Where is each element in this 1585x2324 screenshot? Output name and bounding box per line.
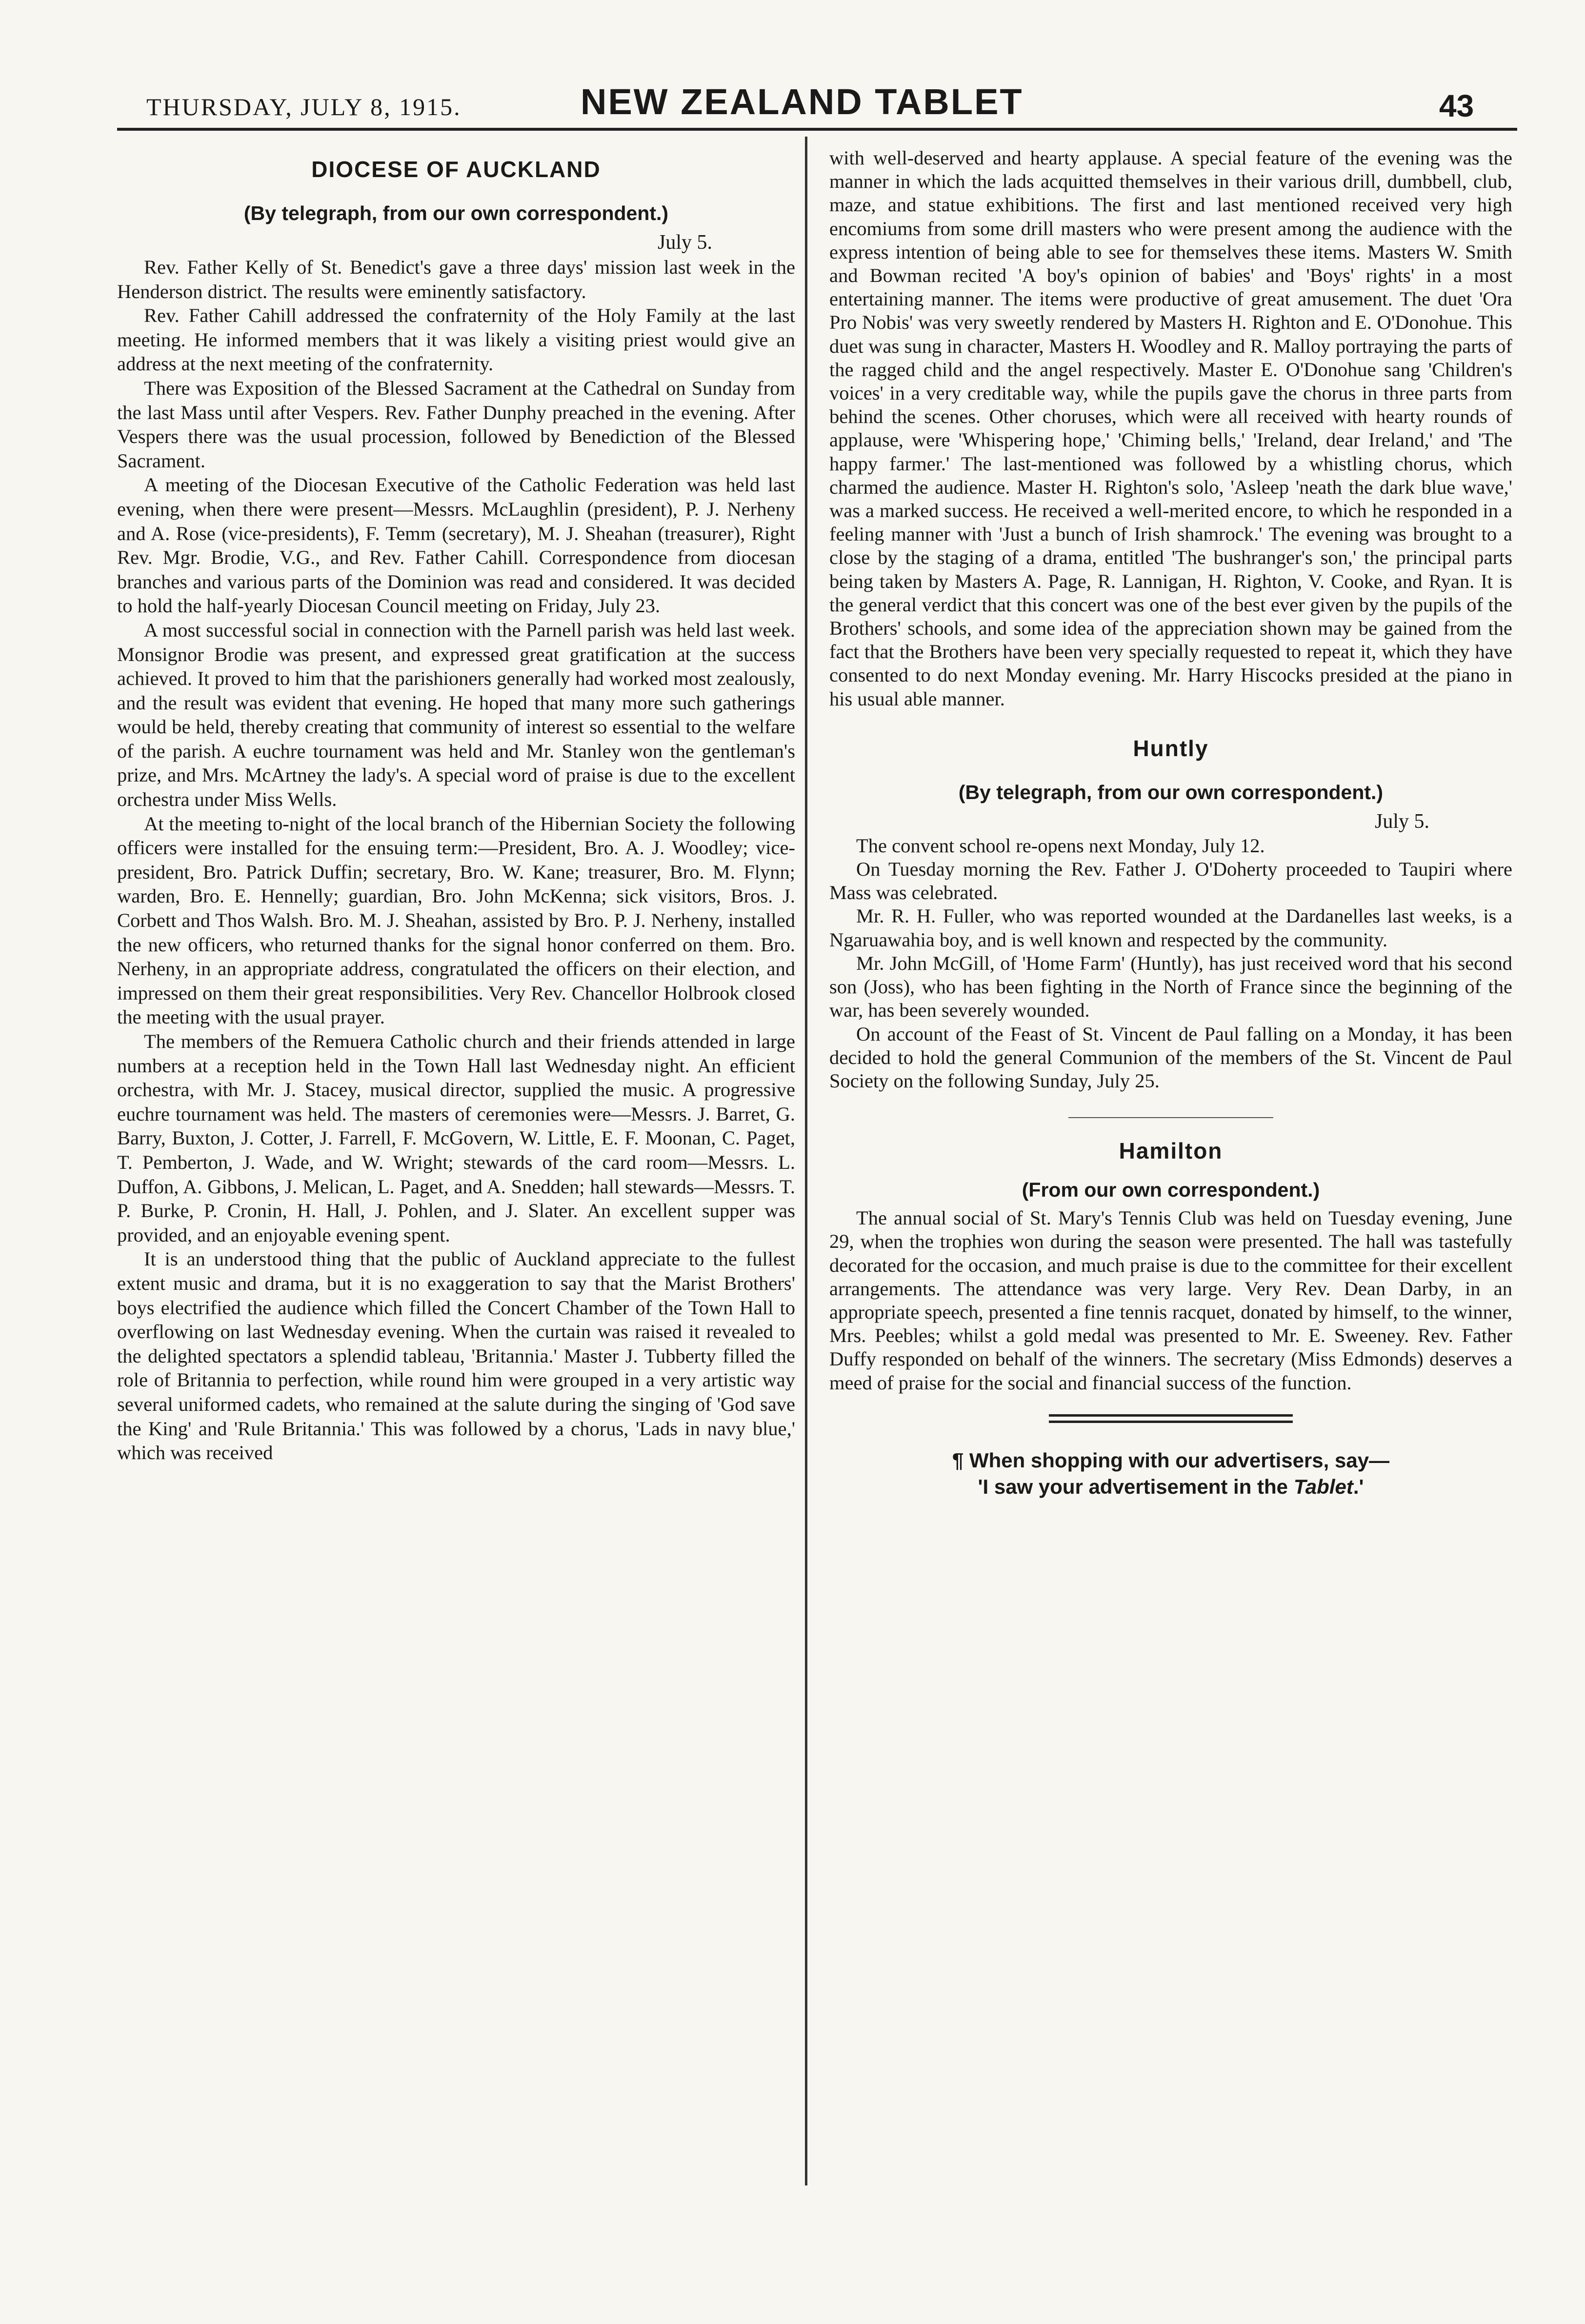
auckland-paragraph: There was Exposition of the Blessed Sacrament at the Cathedral on Sunday from the last Mass until after Vespers. Rev. Father Dunphy preached in the evening. After Vespers there was the usual procession, followed by Benediction of the Blessed Sacrament. [117,377,795,472]
auckland-continuation: with well-deserved and hearty applause. A special feature of the evening was the manner in which the lads acquitted themselves in their various drill, dumbbell, club, maze, and statue exhibitions. The first and last mentioned received very high encomiums from some drill masters who were present among the audience with the express intention of being able to see for themselves these items. Masters W. Smith and Bowman recited 'A boy's opinion of babies' and 'Boys' rights' in a most entertaining manner. The items were productive of great amusement. The duet 'Ora Pro Nobis' was very sweetly rendered by Masters H. Righton and E. O'Donohue. This duet was sung in character, Masters H. Woodley and R. Malloy portraying the parts of the ragged child and the angel respectively. Master E. O'Donohue sang 'Children's voices' in a very creditable way, while the pupils gave the chorus in three parts from behind the scenes. Other choruses, which were all received with hearty rounds of applause, were 'Whispering hope,' 'Chiming bells,' 'Ireland, dear Ireland,' and 'The happy farmer.' The last-mentioned was followed by a whistling chorus, which charmed the audience. Master H. Righton's solo, 'Asleep 'neath the dark blue wave,' was a marked success. He received a well-merited encore, to which he responded in a feeling manner with 'Just a bunch of Irish shamrock.' The evening was brought to a close by the staging of a drama, entitled 'The bushranger's son,' the principal parts being taken by Masters A. Page, R. Lannigan, H. Righton, V. Cooke, and Ryan. It is the general verdict that this concert was one of the best ever given by the pupils of the Brothers' schools, and some idea of the appreciation shown may be gained from the fact that the Brothers have been very specially requested to repeat it, which they have consented to do next Monday evening. Mr. Harry Hiscocks presided at the piano in his usual able manner. [829,147,1512,710]
auckland-headline: DIOCESE OF AUCKLAND [311,157,601,182]
auckland-paragraph: Rev. Father Cahill addressed the confraternity of the Holy Family at the last meeting. He informed members that it was likely a visiting priest would give an address at the next meeting of the confraternity. [117,304,795,375]
header-rule [117,128,1517,131]
masthead-title: NEW ZEALAND TABLET [581,81,1023,122]
right-column [829,146,1512,1500]
auckland-paragraph: At the meeting to-night of the local branch of the Hibernian Society the following officers were installed for the ensuing term:—President, Bro. A. J. Woodley; vice-president, Bro. Patrick Duffin; secretary, Bro. W. Kane; treasurer, Bro. M. Flynn; warden, Bro. E. Hennelly; guardian, Bro. John McKenna; sick visitors, Bros. J. Corbett and Thos Walsh. Bro. M. J. Sheahan, assisted by Bro. P. J. Nerheny, installed the new officers, who returned thanks for the signal honor conferred on them. Bro. Nerheny, in an appropriate address, congratulated the officers on their election, and impressed on them their great responsibilities. Very Rev. Chancellor Holbrook closed the meeting with the usual prayer. [117,812,795,1028]
auckland-dateline: July 5. [657,231,712,254]
auckland-paragraph: Rev. Father Kelly of St. Benedict's gave a three days' mission last week in the Henderson district. The results were eminently satisfactory. [117,256,795,302]
huntly-paragraph: The convent school re-opens next Monday, July 12. [856,834,1265,857]
huntly-byline: (By telegraph, from our own correspondent.) [958,781,1384,803]
notice-line-2-suffix: .' [1353,1475,1364,1498]
hamilton-paragraph: The annual social of St. Mary's Tennis Club was held on Tuesday evening, June 29, when the trophies won during the season were presented. The hall was tastefully decorated for the occasion, and much praise is due to the committee for their excellent arrangements. The attendance was very large. Very Rev. Dean Darby, in an appropriate speech, presented a fine tennis racquet, donated by himself, to the winner, Mrs. Peebles; whilst a gold medal was presented to Mr. E. Sweeney. Rev. Father Duffy responded on behalf of the winners. The secretary (Miss Edmonds) deserves a meed of praise for the social and financial success of the function. [829,1207,1512,1394]
hamilton-headline: Hamilton [1119,1138,1223,1164]
notice-line-2 [829,1474,1512,1500]
auckland-paragraph: It is an understood thing that the public of Auckland appreciate to the fullest extent music and drama, but it is no exaggeration to say that the Marist Brothers' boys electrified the audience which filled the Concert Chamber of the Town Hall to overflowing on last Wednesday evening. When the curtain was raised it revealed to the delighted spectators a splendid tableau, 'Britannia.' Master J. Tubberty filled the role of Britannia to perfection, while round him were grouped in a very artistic way several uniformed cadets, who remained at the salute during the singing of 'God save the King' and 'Rule Britannia.' This was followed by a chorus, 'Lads in navy blue,' which was received [117,1248,795,1464]
section-divider [1068,1117,1273,1118]
notice-line-1: ¶ When shopping with our advertisers, say— [952,1448,1390,1472]
hamilton-byline: (From our own correspondent.) [1022,1179,1320,1202]
advertiser-notice [829,1447,1512,1500]
page-number: 43 [1439,88,1474,123]
column-divider [805,137,807,2185]
issue-date: THURSDAY, JULY 8, 1915. [146,93,461,120]
auckland-byline: (By telegraph, from our own correspondent.) [243,202,669,224]
notice-line-2-prefix: 'I saw your advertisement in the [978,1475,1294,1498]
huntly-paragraph: Mr. John McGill, of 'Home Farm' (Huntly), has just received word that his second son (Joss), who has been fighting in the North of France since the beginning of the war, has been severely wounded. [829,952,1512,1022]
tablet-italic: Tablet [1293,1475,1353,1498]
huntly-paragraph: Mr. R. H. Fuller, who was reported wounded at the Dardanelles last weeks, is a Ngaruawahia boy, and is well known and respected by the community. [829,905,1512,951]
auckland-paragraph: A most successful social in connection with the Parnell parish was held last week. Monsignor Brodie was present, and expressed great gratification at the success achieved. It proved to him that the parishioners generally had worked most zealously, and the result was evident that evening. He hoped that many more such gatherings would be held, thereby creating that community of interest so essential to the welfare of the parish. A euchre tournament was held and Mr. Stanley won the gentleman's prize, and Mrs. McArtney the lady's. A special word of praise is due to the excellent orchestra under Miss Wells. [117,619,795,811]
double-rule [1049,1414,1293,1423]
auckland-paragraph: A meeting of the Diocesan Executive of the Catholic Federation was held last evening, when there were present—Messrs. McLaughlin (president), P. J. Nerheny and A. Rose (vice-presidents), F. Temm (secretary), M. J. Sheahan (treasurer), Right Rev. Mgr. Brodie, V.G., and Rev. Father Cahill. Correspondence from diocesan branches and various parts of the Dominion was read and considered. It was decided to hold the half-yearly Diocesan Council meeting on Friday, July 23. [117,474,795,617]
huntly-dateline: July 5. [1374,810,1429,833]
auckland-paragraph: The members of the Remuera Catholic church and their friends attended in large numbers at a reception held in the Town Hall last Wednesday night. An efficient orchestra, with Mr. J. Stacey, musical director, supplied the music. A progressive euchre tournament was held. The masters of ceremonies were—Messrs. J. Barret, G. Barry, Buxton, J. Cotter, J. Farrell, F. McGovern, W. Little, E. F. Moonan, C. Paget, T. Pemberton, J. Wade, and W. Wright; stewards of the card room—Messrs. L. Duffon, A. Gibbons, J. Melican, L. Paget, and A. Snedden; hall stewards—Messrs. T. P. Burke, P. Cronin, H. Hall, J. Pohlen, and J. Slater. An excellent supper was provided, and an enjoyable evening spent. [117,1030,795,1246]
huntly-paragraph: On account of the Feast of St. Vincent de Paul falling on a Monday, it has been decided to hold the general Communion of the members of the St. Vincent de Paul Society on the following Sunday, July 25. [829,1022,1512,1092]
huntly-headline: Huntly [1133,735,1209,761]
left-column [117,146,795,1465]
huntly-paragraph: On Tuesday morning the Rev. Father J. O'Doherty proceeded to Taupiri where Mass was celebrated. [829,858,1512,904]
